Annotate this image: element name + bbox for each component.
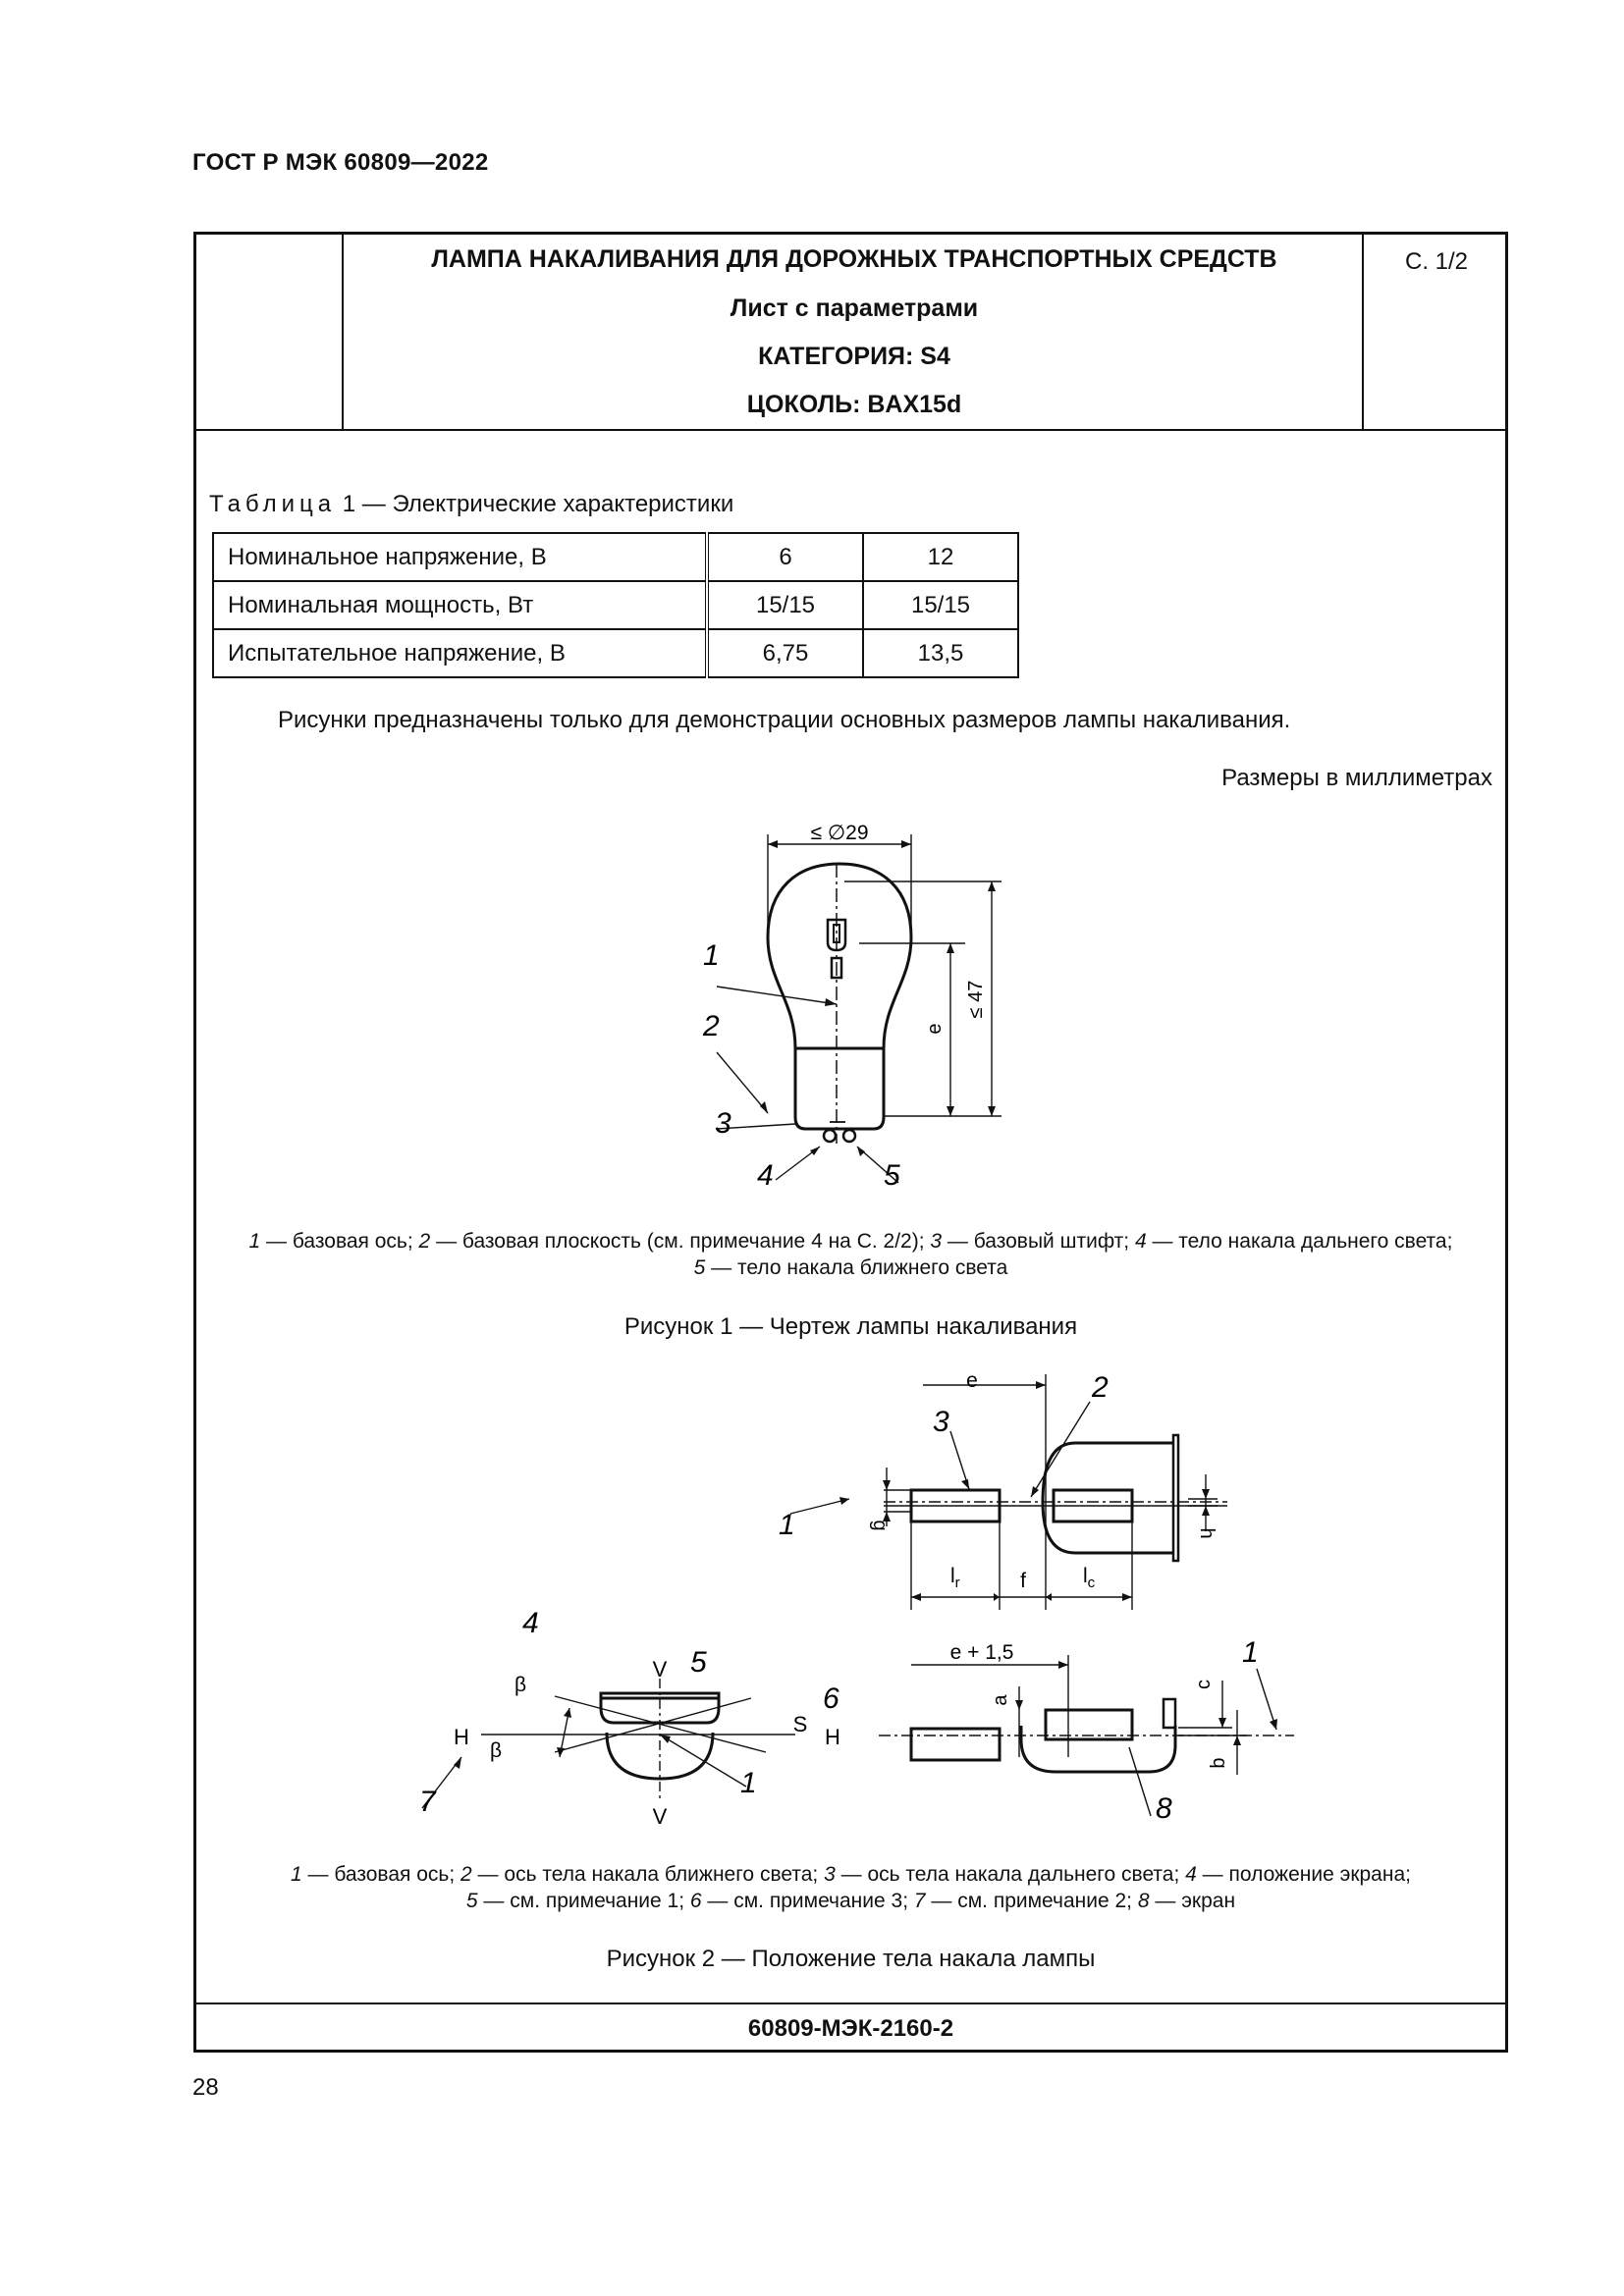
right-view-dim-c: c	[1193, 1680, 1215, 1689]
sheet-number: С. 1/2	[1404, 248, 1469, 275]
table-caption	[209, 491, 733, 518]
fig1-label-axis: 1	[703, 939, 720, 972]
left-view-s: S	[792, 1712, 808, 1736]
figure2-filament-position	[412, 1355, 1335, 1826]
table-row	[213, 533, 1018, 581]
bulb-outline	[768, 864, 911, 1048]
table-row	[213, 581, 1018, 629]
fig2-top-label-axis: 1	[779, 1509, 795, 1541]
fig2-dim-f: f	[1020, 1570, 1026, 1592]
left-view-h-right: H	[825, 1725, 840, 1749]
units-note: Размеры в миллиметрах	[1221, 765, 1492, 791]
fig1-label-plane: 2	[703, 1010, 720, 1042]
title-bottom-line	[196, 429, 1505, 431]
fig2-dim-g: g	[869, 1520, 891, 1531]
top-view-drawing	[911, 1435, 1178, 1561]
lamp-cap	[795, 1048, 884, 1129]
top-view-cap-edge	[1173, 1435, 1178, 1561]
filament-contact-right	[843, 1130, 855, 1142]
page-number: 28	[192, 2074, 219, 2101]
right-view-dim-a: a	[990, 1694, 1011, 1706]
dim-lamp-height: ≤ 47	[965, 980, 987, 1019]
fig2-dim-e: e	[966, 1369, 978, 1392]
left-view-label-shield-position: 4	[522, 1607, 539, 1639]
dim-e: e	[924, 1023, 946, 1035]
electrical-characteristics-table	[212, 532, 1019, 678]
document-header: ГОСТ Р МЭК 60809—2022	[192, 149, 489, 176]
fig2-dim-lc: $l_c$	[1083, 1565, 1096, 1591]
row-value-6v: 15/15	[707, 581, 863, 629]
table-caption-prefix: Таблица	[209, 491, 337, 517]
fig2-dim-lr: $l_r$	[950, 1565, 960, 1591]
row-value-12v: 13,5	[863, 629, 1018, 677]
row-label: Номинальное напряжение, В	[213, 533, 707, 581]
left-view-h-left: H	[454, 1725, 469, 1749]
figure1-lamp-drawing	[648, 815, 1100, 1207]
dim-bulb-diameter: ≤ ∅29	[810, 822, 869, 844]
title-lamp-type: ЛАМПА НАКАЛИВАНИЯ ДЛЯ ДОРОЖНЫХ ТРАНСПОРТНЫХ СРЕДСТВ	[431, 245, 1277, 273]
figure1-caption: Рисунок 1 — Чертеж лампы накаливания	[623, 1313, 1078, 1340]
fig1-label-pin: 3	[715, 1107, 731, 1140]
right-view-dim-e15: e + 1,5	[949, 1641, 1014, 1664]
left-view-v-bottom: V	[652, 1804, 668, 1826]
figure2-legend: 1 — базовая ось; 2 — ось тела накала ближнего света; 3 — ось тела накала дальнего света; 4 — положение экрана; 5 — см. примечание 1; 6 — см. примечание 3; 7 — см. примечание 2; 8 — экран	[291, 1863, 1411, 1912]
left-view-beta-top: β	[514, 1674, 527, 1696]
table-caption-text: 1 — Электрические характеристики	[336, 491, 734, 517]
figure2-caption: Рисунок 2 — Положение тела накала лампы	[606, 1946, 1096, 1972]
figure1-legend: 1 — базовая ось; 2 — базовая плоскость (см. примечание 4 на С. 2/2); 3 — базовый штифт; 4 — тело накала дальнего света; 5 — тело накала ближнего света	[248, 1230, 1453, 1279]
left-view-beta-bottom: β	[489, 1739, 503, 1762]
fig2-dim-h: h	[1196, 1527, 1218, 1539]
left-view-label-note1: 5	[690, 1646, 707, 1679]
right-view-label-axis: 1	[1242, 1636, 1259, 1669]
fig2-top-label-low-beam-axis: 2	[1092, 1371, 1109, 1404]
fig1-label-high-beam: 4	[757, 1159, 774, 1192]
left-view-label-axis: 1	[740, 1767, 757, 1799]
title-sheet-kind: Лист с параметрами	[730, 294, 979, 322]
row-value-6v: 6,75	[707, 629, 863, 677]
sheet-code: 60809-МЭК-2160-2	[747, 2015, 954, 2042]
row-value-12v: 15/15	[863, 581, 1018, 629]
filament-contact-left	[824, 1130, 836, 1142]
right-view-label-shield: 8	[1156, 1792, 1172, 1825]
left-view-v-top: V	[652, 1657, 668, 1682]
title-cap: ЦОКОЛЬ: BAX15d	[746, 391, 962, 418]
row-label: Испытательное напряжение, В	[213, 629, 707, 677]
row-value-6v: 6	[707, 533, 863, 581]
table-row	[213, 629, 1018, 677]
footer-line	[196, 2002, 1505, 2004]
fig2-top-label-high-beam-axis: 3	[933, 1406, 949, 1438]
title-category: КАТЕГОРИЯ: S4	[758, 343, 950, 370]
row-label: Номинальная мощность, Вт	[213, 581, 707, 629]
fig1-label-low-beam: 5	[884, 1159, 900, 1192]
right-view-dim-b: b	[1208, 1757, 1229, 1769]
left-view-label-note3: 6	[823, 1682, 839, 1715]
top-view-low-beam-shield	[1043, 1443, 1173, 1553]
row-value-12v: 12	[863, 533, 1018, 581]
drawings-note: Рисунки предназначены только для демонстрации основных размеров лампы накаливания.	[278, 707, 1291, 733]
left-view-label-note2: 7	[419, 1786, 436, 1818]
